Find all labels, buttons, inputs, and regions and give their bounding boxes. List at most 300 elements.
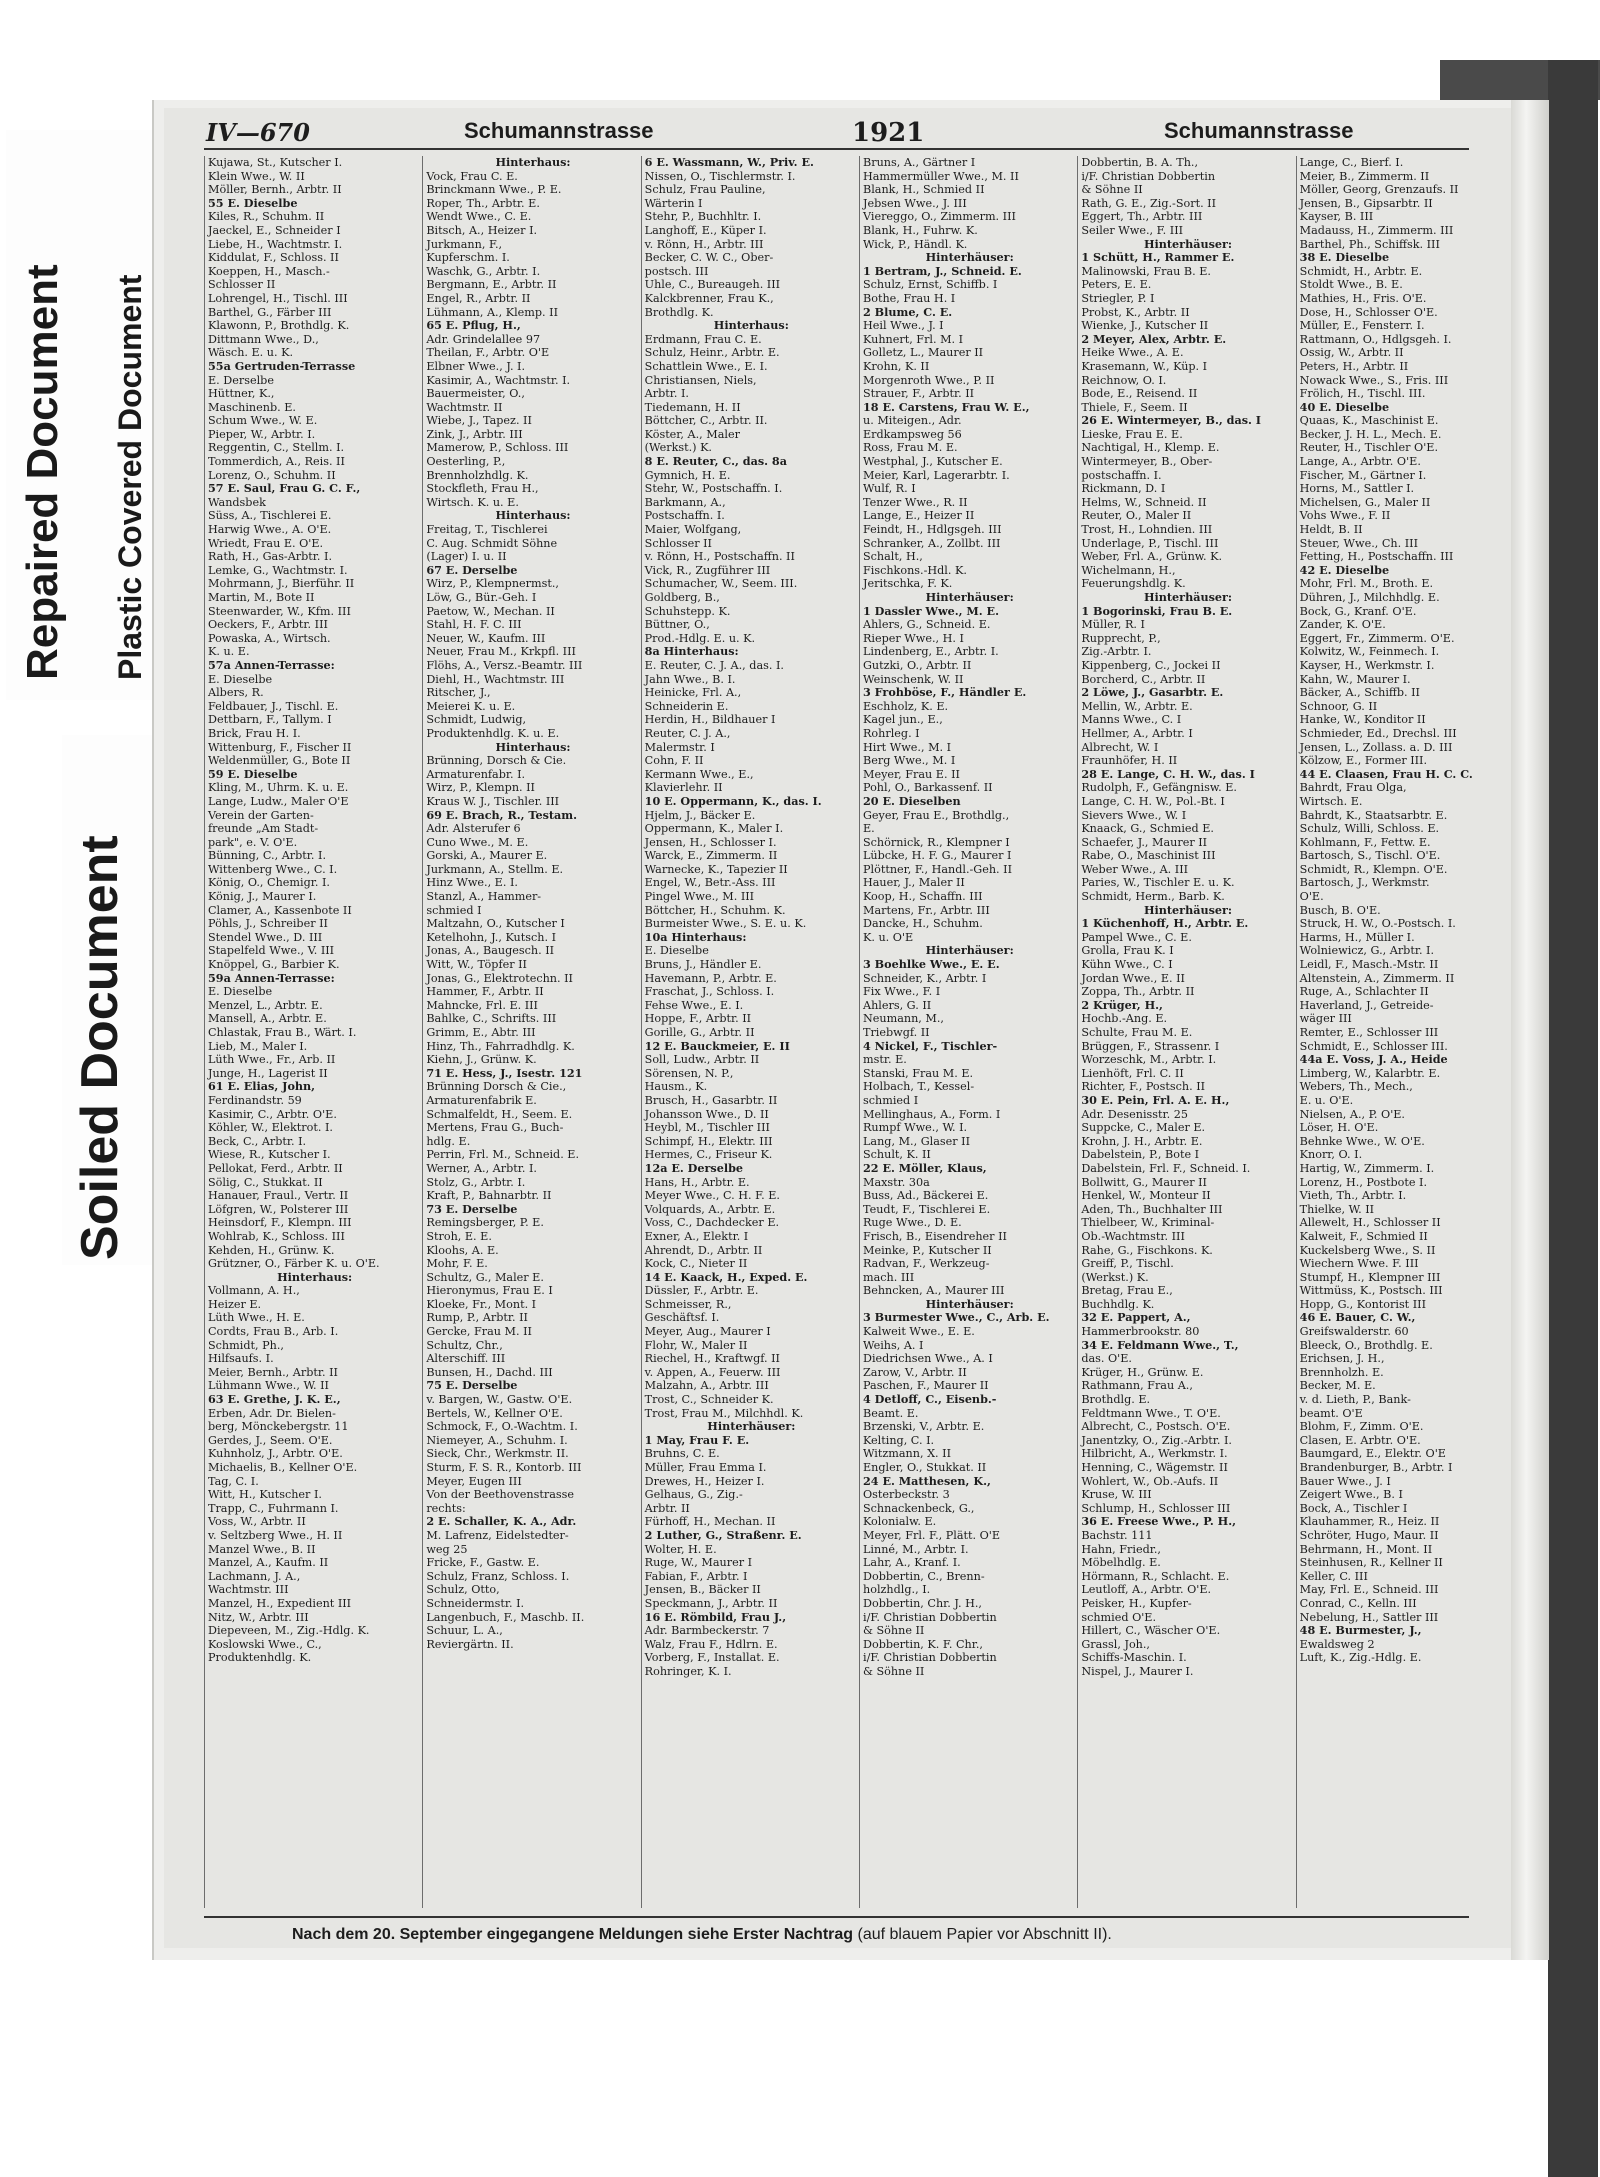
directory-entry: Kloeke, Fr., Mont. I [426,1297,537,1311]
directory-entry: Stapelfeld Wwe., V. III [208,944,335,958]
directory-entry: Zig.-Arbtr. I. [1081,645,1152,659]
directory-entry: Richter, F., Postsch. II [1081,1080,1206,1094]
directory-entry: Clasen, E. Arbtr. O'E. [1299,1433,1421,1447]
directory-entry: Wachtmstr. II [426,400,503,414]
directory-entry: Weber, Frl. A., Grünw. K. [1081,550,1223,564]
directory-entry: Mansell, A., Arbtr. E. [208,1012,327,1026]
directory-entry: Ob.-Wachtmstr. III [1081,1229,1185,1243]
directory-entry: Jurkmann, F., [426,237,503,251]
directory-entry: Chlastak, Frau B., Wärt. I. [208,1026,357,1039]
directory-entry: Lemke, G., Wachtmstr. I. [208,563,348,577]
directory-entry: Lorenz, O., Schuhm. II [208,468,336,482]
directory-column-5 [1077,156,1294,1908]
directory-entry: Werner, A., Arbtr. I. [426,1161,537,1175]
directory-entry: Schuhstepp. K. [644,604,731,618]
directory-entry: Rabe, O., Maschinist III [1081,849,1216,863]
directory-entry: Meyer, Frl. F., Plätt. O'E [863,1528,1001,1542]
directory-entry: Nispel, J., Maurer I. [1081,1664,1194,1678]
directory-entry: Ruge, A., Schlachter II [1299,985,1429,999]
directory-entry: Brünning, Dorsch & Cie. [426,754,567,768]
directory-entry: Reuter, O., Maler II [1081,509,1192,523]
directory-entry: Heil Wwe., J. I [863,319,944,333]
directory-entry: Pampel Wwe., C. E. [1081,930,1192,944]
directory-entry: Postschaffn. I. [644,509,725,523]
directory-entry: Brothdlg. K. [644,305,714,319]
directory-entry: Worzeschk, M., Arbtr. I. [1081,1053,1217,1067]
directory-entry: Voss, W., Arbtr. II [208,1515,306,1529]
directory-entry: Reuter, C. J. A., [644,726,731,740]
directory-entry: Steinhusen, R., Kellner II [1299,1556,1443,1570]
directory-entry: Grolla, Frau K. I [1081,944,1174,958]
directory-entry: Kalweit Wwe., E. E. [863,1325,975,1339]
directory-entry: Lieske, Frau E. E. [1081,427,1183,441]
scan-background-strip [1548,60,1598,2177]
directory-entry: Bruhns, C. E. [644,1447,720,1461]
directory-entry: Kuhnholz, J., Arbtr. O'E. [208,1447,343,1461]
directory-entry: Prod.-Hdlg. E. u. K. [644,631,756,645]
directory-entry: Ahrendt, D., Arbtr. II [644,1243,763,1257]
directory-entry: Rahe, G., Fischkons. K. [1081,1243,1213,1257]
directory-entry: 1 Dassler Wwe., M. E. [863,603,999,618]
directory-entry: Bock, A., Tischler I [1299,1501,1408,1515]
directory-entry: Trost, H., Lohndien. III [1081,523,1213,537]
directory-entry: Hermes, C., Friseur K. [644,1148,773,1162]
directory-entry: Drewes, H., Heizer I. [644,1474,765,1488]
directory-entry: Lühmann, A., Klemp. II [426,305,558,319]
directory-entry: Borcherd, C., Arbtr. II [1081,672,1206,686]
directory-entry: Wulf, R. I [863,482,916,496]
directory-entry: Riechel, H., Kraftwgf. II [644,1352,780,1366]
directory-entry: Hilbricht, A., Werkmstr. I. [1081,1447,1228,1461]
directory-entry: wäger III [1299,1012,1352,1026]
directory-entry: Behnke Wwe., W. O'E. [1299,1134,1425,1148]
directory-entry: Diedrichsen Wwe., A. I [863,1352,993,1366]
directory-entry: Fetting, H., Postschaffn. III [1299,550,1454,564]
directory-entry: Kolwitz, W., Feinmech. I. [1299,645,1440,659]
directory-entry: 18 E. Carstens, Frau W. E., [863,399,1030,414]
directory-entry: Holbach, T., Kessel- [863,1080,975,1094]
directory-entry: Schult, K. II [863,1148,931,1162]
directory-entry: Oesterling, P., [426,455,506,469]
directory-entry: Clamer, A., Kassenbote II [208,903,352,917]
directory-entry: Löser, H. O'E. [1299,1121,1379,1135]
directory-entry: Steuer, Wwe., Ch. III [1299,536,1418,550]
directory-entry: Johansson Wwe., D. II [644,1107,769,1121]
directory-entry: Wolniewicz, G., Arbtr. I. [1299,944,1435,958]
directory-entry: Beck, C., Arbtr. I. [208,1134,307,1148]
directory-entry: Arbtr. II [644,1501,690,1515]
directory-entry: Harms, H., Müller I. [1299,930,1415,944]
directory-entry: Helms, W., Schneid. II [1081,495,1207,509]
directory-entry: Geyer, Frau E., Brothdlg., [863,808,1010,822]
directory-entry: Lühmann Wwe., W. II [208,1379,329,1393]
directory-entry: Hinterhäuser: [1143,236,1233,251]
directory-entry: Neumann, M., [863,1012,944,1026]
footer-rule [204,1916,1469,1918]
directory-entry: Hinterhäuser: [925,1296,1014,1311]
directory-entry: Müller, E., Fensterr. I. [1299,319,1425,333]
directory-entry: (Werkst.) K. [644,441,712,455]
directory-entry: Schneiderin E. [644,699,729,713]
directory-entry: Wäsch. E. u. K. [208,346,294,360]
directory-entry: Michelsen, G., Maler II [1299,495,1431,509]
directory-entry: Neuer, W., Kaufm. III [426,631,546,645]
directory-entry: Süss, A., Tischlerei E. [208,509,332,523]
directory-entry: Eschholz, K. E. [863,699,949,713]
directory-entry: Reviergärtn. II. [426,1637,514,1651]
directory-entry: Bunsen, H., Dachd. III [426,1365,553,1379]
directory-entry: Zink, J., Arbtr. III [426,427,523,441]
directory-entry: Burmeister Wwe., S. E. u. K. [644,917,807,931]
directory-entry: Arbtr. I. [644,387,689,401]
directory-entry: Knorr, O. I. [1299,1148,1363,1162]
directory-entry: Krohn, K. II [863,359,930,373]
directory-entry: 1 Bertram, J., Schneid. E. [863,263,1022,278]
directory-entry: Zoppa, Th., Arbtr. II [1081,985,1195,999]
directory-entry: Striegler, P. I [1081,291,1155,305]
directory-entry: Köster, A., Maler [644,427,740,441]
directory-entry: 14 E. Kaack, H., Exped. E. [644,1269,808,1284]
directory-entry: Vollmann, A. H., [208,1284,300,1298]
directory-entry: 65 E. Pflug, H., [426,318,521,333]
directory-entry: Bruns, J., Händler E. [644,958,762,972]
directory-entry: Mohr, Frl. M., Broth. E. [1299,577,1434,591]
directory-entry: Cohn, F. II [644,754,704,768]
directory-entry: Tommerdich, A., Reis. II [208,455,345,469]
directory-entry: Maier, Wolfgang, [644,523,742,537]
directory-entry: 30 E. Pein, Frl. A. E. H., [1081,1092,1230,1107]
directory-entry: Grimm, E., Abtr. III [426,1026,536,1039]
directory-entry: Linné, M., Arbtr. I. [863,1542,969,1556]
directory-entry: 28 E. Lange, C. H. W., das. I [1081,766,1255,781]
directory-entry: Flöhs, A., Versz.-Beamtr. III [426,658,583,672]
directory-entry: Blohm, F., Zimm. O'E. [1299,1420,1424,1434]
directory-entry: Hjelm, J., Bäcker E. [644,808,756,822]
directory-entry: Wärterin I [644,196,703,210]
directory-entry: Klauhammer, R., Heiz. II [1299,1515,1440,1529]
directory-entry: Plöttner, F., Handl.-Geh. II [863,862,1012,876]
directory-entry: Weinschenk, W. II [863,672,964,686]
directory-entry: Leidl, F., Masch.-Mstr. II [1299,958,1439,972]
directory-entry: König, O., Chemigr. I. [208,876,330,890]
directory-entry: Seiler Wwe., F. III [1081,223,1184,237]
directory-entry: Pieper, W., Arbtr. I. [208,427,316,441]
directory-entry: Brennholzhdlg. K. [426,468,529,482]
directory-entry: Lange, Ludw., Maler O'E [208,794,349,808]
directory-entry: Quaas, K., Maschinist E. [1299,414,1439,428]
directory-entry: Fraschat, J., Schloss. I. [644,985,775,999]
directory-entry: Hinterhaus: [495,156,571,169]
directory-entry: Bahrdt, Frau Olga, [1299,781,1407,795]
directory-entry: Lange, E., Heizer II [863,509,975,523]
directory-entry: Wichelmann, H., [1081,563,1176,577]
directory-entry: & Söhne II [863,1624,925,1638]
directory-entry: Schlosser II [644,536,712,550]
directory-entry: Schulz, Ernst, Schiffb. I [863,278,998,292]
directory-entry: 2 Meyer, Alex, Arbtr. E. [1081,331,1227,346]
directory-entry: Janentzky, O., Zig.-Arbtr. I. [1081,1433,1232,1447]
directory-entry: Mellin, W., Arbtr. E. [1081,699,1193,713]
footer-note-bold: Nach dem 20. September eingegangene Meldungen siehe Erster Nachtrag [292,1926,854,1943]
directory-entry: Bleeck, O., Brothdlg. E. [1299,1338,1433,1352]
directory-entry: Probst, K., Arbtr. II [1081,305,1190,319]
directory-entry: Kölzow, E., Former III. [1299,754,1428,768]
directory-entry: Pöhls, J., Schreiber II [208,917,328,931]
directory-entry: Wirtsch. K. u. E. [426,495,519,509]
directory-entry: holzhdlg., I. [863,1583,931,1597]
directory-entry: Westphal, J., Kutscher E. [863,455,1003,469]
directory-entry: Wachtmstr. III [208,1583,289,1597]
directory-entry: Paries, W., Tischler E. u. K. [1081,876,1235,890]
directory-entry: Freitag, T., Tischlerei [426,523,548,537]
directory-entry: Klavierlehr. II [644,781,723,795]
directory-entry: Reggentin, C., Stellm. I. [208,441,345,455]
directory-entry: Meyer, Aug., Maurer I [644,1325,771,1339]
directory-entry: Tenzer Wwe., R. II [863,495,968,509]
directory-entry: Meier, B., Zimmerm. II [1299,169,1430,183]
directory-entry: Köhler, W., Elektrot. I. [208,1121,333,1135]
directory-entry: Schulz, Frau Pauline, [644,183,766,197]
directory-entry: Hörmann, R., Schlacht. E. [1081,1569,1230,1583]
directory-entry: Diepeveen, M., Zig.-Hdlg. K. [208,1624,370,1638]
directory-entry: Koeppen, H., Masch.- [208,264,330,278]
directory-entry: Erdkampsweg 56 [863,427,962,441]
street-header-left: Schumannstrasse [464,118,654,143]
directory-entry: Dobbertin, Chr. J. H., [863,1596,982,1610]
directory-entry: Rupprecht, P., [1081,631,1161,645]
directory-entry: Von der Beethovenstrasse [426,1488,574,1502]
directory-entry: Schmeisser, R., [644,1297,732,1311]
directory-entry: Lahr, A., Kranf. I. [863,1556,961,1570]
directory-entry: Meyer, Frau E. II [863,767,960,781]
directory-entry: Langenbuch, F., Maschb. II. [426,1610,585,1624]
directory-entry: Michaelis, B., Kellner O'E. [208,1461,358,1474]
directory-entry: Müller, Frau Emma I. [644,1461,767,1474]
directory-entry: Busch, B. O'E. [1299,903,1381,917]
directory-entry: Fabian, F., Arbtr. I [644,1569,748,1583]
directory-entry: Schranker, A., Zollbt. III [863,536,1001,550]
directory-entry: Produktenhdlg. K. u. E. [426,726,560,740]
directory-entry: Hoppe, F., Arbtr. II [644,1012,752,1026]
directory-entry: 3 Burmester Wwe., C., Arb. E. [863,1310,1050,1325]
directory-entry: Lachmann, J. A., [208,1569,301,1583]
directory-entry: Rickmann, D. I [1081,482,1166,496]
directory-entry: Stoldt Wwe., B. E. [1299,278,1403,292]
directory-entry: Schalt, H., [863,550,923,564]
directory-entry: Hellmer, A., Arbtr. I [1081,726,1193,740]
directory-entry: Stumpf, H., Klempner III [1299,1270,1441,1284]
directory-entry: Tag, C. I. [208,1474,259,1488]
directory-entry: Schulz, Willi, Schloss. E. [1299,822,1440,836]
directory-entry: Radvan, F., Werkzeug- [863,1257,990,1271]
directory-entry: Weihs, A. I [863,1338,924,1352]
directory-entry: Malermstr. I [644,740,715,754]
directory-entry: Wittmüss, K., Postsch. III [1299,1284,1443,1298]
directory-entry: Albers, R. [208,686,264,700]
directory-entry: Klein Wwe., W. II [208,169,305,183]
directory-entry: Hanke, W., Konditor II [1299,713,1426,727]
directory-entry: Wirtsch. E. [1299,794,1363,808]
directory-entry: hdlg. E. [426,1134,471,1148]
directory-entry: v. Bargen, W., Gastw. O'E. [426,1393,573,1407]
directory-entry: Stroh, E. E. [426,1229,492,1243]
directory-entry: Lang, M., Glaser II [863,1134,970,1148]
directory-entry: Peters, H., Arbtr. II [1299,359,1409,373]
directory-entry: Aden, Th., Buchhalter III [1081,1202,1223,1216]
directory-entry: Manzel, H., Expedient III [208,1596,352,1610]
directory-entry: Rump, P., Arbtr. II [426,1311,528,1325]
directory-entry: Jahn Wwe., B. I. [644,672,736,686]
directory-entry: 59a Annen-Terrasse: [208,970,335,985]
directory-entry: Warnecke, K., Tapezier II [644,862,788,876]
street-header-right: Schumannstrasse [1164,118,1354,143]
directory-entry: 75 E. Derselbe [426,1378,518,1393]
directory-entry: Hieronymus, Frau E. I [426,1284,553,1298]
directory-entry: Knaack, G., Schmied E. [1081,822,1214,836]
directory-entry: Kalweit, F., Schmied II [1299,1229,1428,1243]
directory-entry: Kraus W. J., Tischler. III [426,794,560,808]
directory-entry: Mellinghaus, A., Form. I [863,1107,1001,1121]
directory-entry: Fricke, F., Gastw. E. [426,1556,540,1570]
directory-entry: 26 E. Wintermeyer, B., das. I [1081,413,1262,428]
directory-entry: Möller, Bernh., Arbtr. II [208,183,342,197]
directory-entry: Brusch, H., Gasarbtr. II [644,1093,778,1107]
directory-entry: Hausm., K. [644,1080,708,1094]
directory-entry: Hammerbrookstr. 80 [1081,1325,1200,1339]
directory-entry: Lübcke, H. F. G., Maurer I [863,849,1012,863]
directory-entry: 10 E. Oppermann, K., das. I. [644,793,822,808]
directory-entry: Osterbeckstr. 3 [863,1488,950,1502]
directory-entry: Schmock, F., O.-Wachtm. I. [426,1420,578,1434]
directory-entry: park", e. V. O'E. [208,835,298,849]
directory-entry: 6 E. Wassmann, W., Priv. E. [644,156,814,169]
directory-entry: Gercke, Frau M. II [426,1325,532,1339]
directory-entry: Peisker, H., Kupfer- [1081,1596,1192,1610]
directory-entry: Hopp, G., Kontorist III [1299,1297,1426,1311]
directory-entry: Schultz, Chr., [426,1338,503,1352]
directory-entry: Fix Wwe., F. I [863,985,941,999]
directory-entry: Stendel Wwe., D. III [208,930,323,944]
directory-entry: Jeritschka, F. K. [863,577,953,591]
directory-entry: 2 E. Schaller, K. A., Adr. [426,1514,577,1529]
directory-entry: Struck, H. W., O.-Postsch. I. [1299,917,1456,931]
directory-entry: mach. III [863,1270,915,1284]
directory-entry: Erdmann, Frau C. E. [644,332,762,346]
directory-entry: Leutloff, A., Arbtr. O'E. [1081,1583,1212,1597]
directory-entry: Fürhoff, H., Mechan. II [644,1515,776,1529]
directory-entry: Rath, H., Gas-Arbtr. I. [208,550,333,564]
directory-entry: Jebsen Wwe., J. III [863,196,967,210]
page-content [164,108,1519,1948]
directory-entry: Kuckelsberg Wwe., S. II [1299,1243,1436,1257]
directory-entry: (Werkst.) K. [1081,1270,1149,1284]
directory-entry: Sölig, C., Stukkat. II [208,1175,323,1189]
directory-entry: Becker, J. H. L., Mech. E. [1299,427,1442,441]
directory-entry: Wendt Wwe., C. E. [426,210,532,224]
directory-entry: Cuno Wwe., M. E. [426,835,529,849]
directory-entry: Ruge Wwe., D. E. [863,1216,962,1230]
directory-entry: Elbner Wwe., J. I. [426,359,526,373]
directory-entry: K. u. E. [208,645,250,659]
directory-entry: Rattmann, O., Hdlgsgeh. I. [1299,332,1452,346]
directory-entry: 2 Luther, G., Straßenr. E. [644,1527,802,1542]
directory-entry: Hüttner, K., [208,387,275,401]
directory-entry: freunde „Am Stadt- [208,822,319,836]
directory-entry: Martens, Fr., Arbtr. III [863,903,990,917]
directory-entry: Neuer, Frau M., Krkpfl. III [426,645,576,659]
directory-entry: Haverland, J., Getreide- [1299,998,1434,1012]
directory-entry: Böttcher, H., Schuhm. K. [644,903,786,917]
directory-entry: Hinz, Th., Fahrradhdlg. K. [426,1039,575,1053]
directory-entry: Schaefer, J., Maurer II [1081,835,1208,849]
directory-entry: Vock, Frau C. E. [426,169,518,183]
directory-entry: schmied I [426,903,482,917]
directory-entry: Albrecht, W. I [1081,740,1159,754]
directory-entry: Nissen, O., Tischlermstr. I. [644,169,796,183]
directory-entry: Manns Wwe., C. I [1081,713,1182,727]
directory-entry: E. Derselbe [208,373,274,387]
directory-entry: Meyer Wwe., C. H. F. E. [644,1189,780,1203]
directory-entry: Adr. Grindelallee 97 [426,332,541,346]
directory-entry: Schmidt, R., Klempn. O'E. [1299,862,1448,876]
directory-entry: Mertens, Frau G., Buch- [426,1121,564,1135]
directory-entry: Altenstein, A., Zimmerm. II [1299,971,1455,985]
directory-entry: das. O'E. [1081,1352,1132,1366]
directory-entry: Barkmann, A., [644,495,726,509]
directory-entry: Schulz, Otto, [426,1583,500,1597]
directory-entry: Mahncke, Frl. E. III [426,998,538,1012]
directory-entry: Meinke, P., Kutscher II [863,1243,992,1257]
directory-entry: Hinterhäuser: [1143,590,1233,604]
directory-entry: 8 E. Reuter, C., das. 8a [644,454,787,469]
directory-entry: Nebelung, H., Sattler III [1299,1610,1439,1624]
directory-column-4 [859,156,1076,1908]
directory-entry: Herdin, H., Bildhauer I [644,713,776,727]
directory-entry: Wolter, H. E. [644,1542,717,1556]
directory-entry: (Lager) I. u. II [426,550,507,564]
directory-entry: Triebwgf. II [863,1026,930,1039]
directory-entry: Rohringer, K. I. [644,1664,732,1678]
directory-entry: 1 Schütt, H., Rammer E. [1081,250,1235,265]
page-edge [1511,100,1549,1960]
directory-entry: Voss, C., Dachdecker E. [644,1216,780,1230]
directory-entry: Bartosch, S., Tischl. O'E. [1299,849,1441,863]
directory-entry: Manzel Wwe., B. II [208,1542,316,1556]
directory-entry: Erichsen, J. H., [1299,1352,1385,1366]
directory-entry: Langhoff, E., Küper I. [644,223,767,237]
directory-entry: 10a Hinterhaus: [644,929,747,944]
directory-entry: Wohlrab, K., Schloss. III [208,1229,345,1243]
directory-entry: rechts: [426,1501,466,1515]
directory-entry: v. Seltzberg Wwe., H. II [208,1528,343,1542]
directory-entry: Witt, H., Kutscher I. [208,1488,322,1502]
directory-entry: Jensen, B., Bäcker II [644,1583,761,1597]
directory-entry: Brothdlg. E. [1081,1393,1151,1407]
directory-entry: Trost, Frau M., Milchhdl. K. [644,1406,804,1420]
directory-entry: Heybl, M., Tischler III [644,1121,770,1135]
directory-entry: Bollwitt, G., Maurer II [1081,1175,1207,1189]
directory-entry: Brüggen, F., Strassenr. I [1081,1039,1220,1053]
directory-entry: Gorille, G., Arbtr. II [644,1026,755,1039]
directory-entry: Underlage, P., Tischl. III [1081,536,1219,550]
directory-entry: Bertels, W., Kellner O'E. [426,1406,563,1420]
directory-entry: Maxstr. 30a [863,1175,930,1189]
directory-entry: Schneider, K., Arbtr. I [863,971,987,985]
directory-entry: Wandsbek [208,495,266,509]
directory-entry: Schumacher, W., Seem. III. [644,577,798,591]
directory-entry: Wienke, J., Kutscher II [1081,319,1209,333]
directory-entry: 32 E. Pappert, A., [1081,1310,1191,1325]
